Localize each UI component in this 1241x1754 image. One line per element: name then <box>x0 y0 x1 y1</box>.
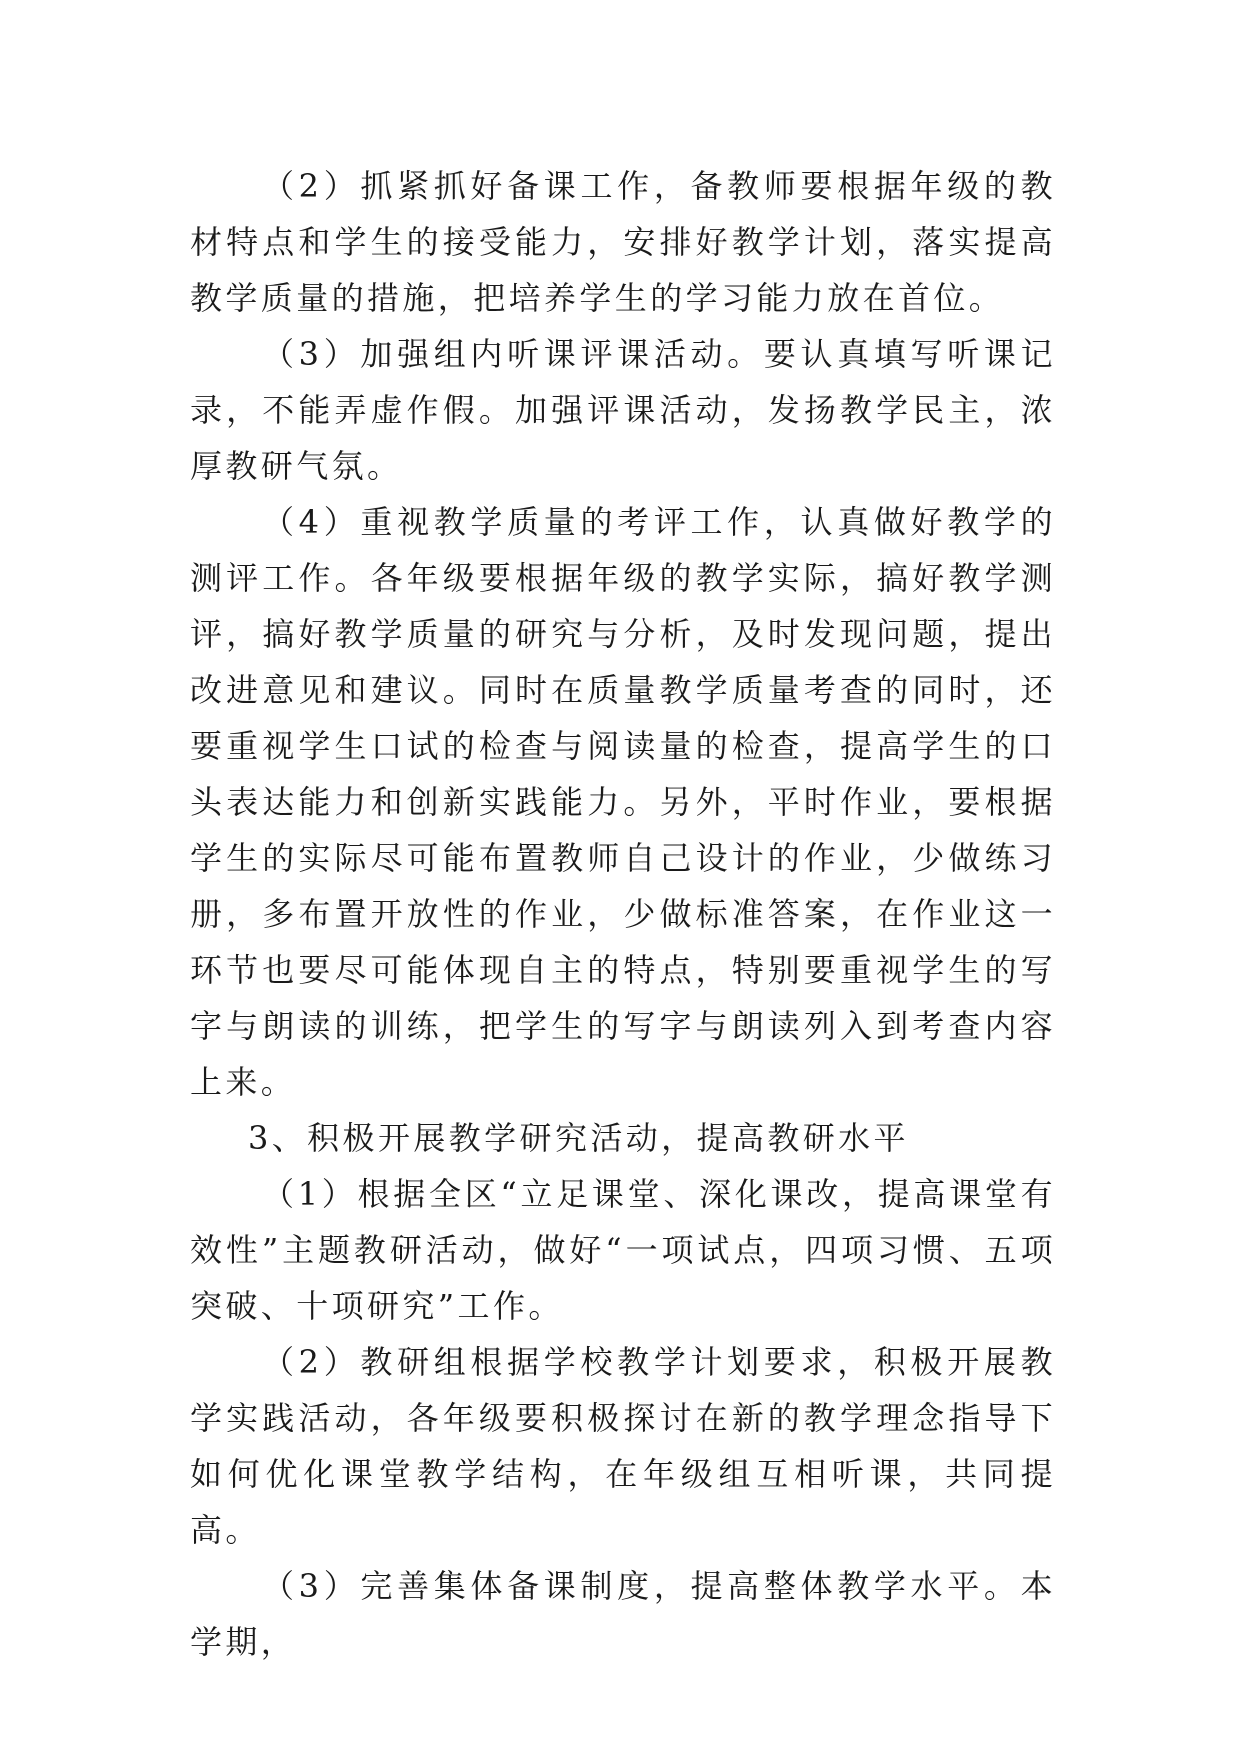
paragraph-quality-evaluation: （4）重视教学质量的考评工作，认真做好教学的测评工作。各年级要根据年级的教学实际，搞好教学测评，搞好教学质量的研究与分析，及时发现问题，提出改进意见和建议。同时在质量教学质量考查的同时，还要重视学生口试的检查与阅读量的检查，提高学生的口头表达能力和创新实践能力。另外，平时作业，要根据学生的实际尽可能布置教师自己设计的作业，少做练习册，多布置开放性的作业，少做标准答案，在作业这一环节也要尽可能体现自主的特点，特别要重视学生的写字与朗读的训练，把学生的写字与朗读列入到考查内容上来。 <box>190 503 1056 1101</box>
paragraph-collective-preparation: （3）完善集体备课制度，提高整体教学水平。本学期， <box>190 1567 1056 1661</box>
paragraph-research-group-practice: （2）教研组根据学校教学计划要求，积极开展教学实践活动，各年级要积极探讨在新的教学理念指导下如何优化课堂教学结构，在年级组互相听课，共同提高。 <box>190 1343 1056 1549</box>
section-heading-teaching-research: 3、积极开展教学研究活动，提高教研水平 <box>248 1119 909 1157</box>
document-body <box>190 158 1056 1670</box>
paragraph-lesson-observation: （3）加强组内听课评课活动。要认真填写听课记录，不能弄虚作假。加强评课活动，发扬教学民主，浓厚教研气氛。 <box>190 335 1056 485</box>
paragraph-district-research-theme: （1）根据全区“立足课堂、深化课改，提高课堂有效性”主题教研活动，做好“一项试点，四项习惯、五项突破、十项研究”工作。 <box>190 1175 1056 1325</box>
paragraph-lesson-preparation: （2）抓紧抓好备课工作，备教师要根据年级的教材特点和学生的接受能力，安排好教学计划，落实提高教学质量的措施，把培养学生的学习能力放在首位。 <box>190 167 1056 317</box>
